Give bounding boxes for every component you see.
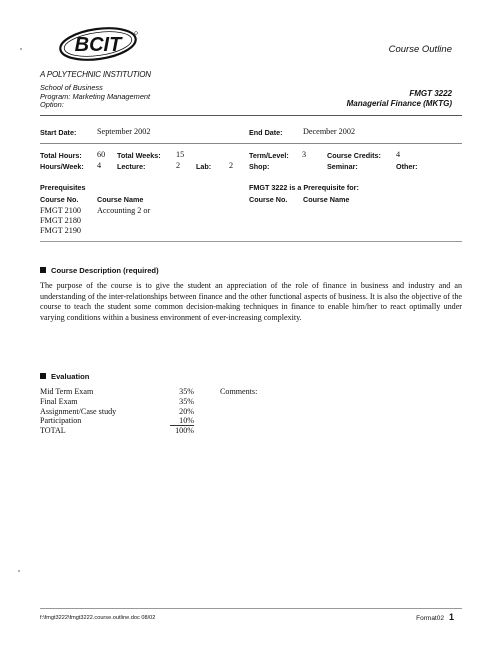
evaluation-item-name: Final Exam	[40, 396, 78, 406]
program-name: Program: Marketing Management	[40, 91, 151, 101]
lecture-label: Lecture:	[117, 162, 146, 171]
evaluation-total-label: TOTAL	[40, 426, 66, 436]
hours-week-label: Hours/Week:	[40, 162, 84, 171]
course-code: FMGT 3222	[409, 89, 452, 98]
footer-form-info	[416, 612, 454, 622]
shop-label: Shop:	[249, 162, 270, 171]
evaluation-heading-text: Evaluation	[51, 372, 90, 381]
prereq-course-no: FMGT 2180	[40, 216, 82, 225]
school-block	[40, 84, 150, 110]
evaluation-total-value: 100%	[175, 426, 194, 436]
end-date-label: End Date:	[249, 128, 283, 137]
seminar-label: Seminar:	[327, 162, 358, 171]
start-date-label: Start Date:	[40, 128, 77, 137]
schedule-divider	[40, 143, 462, 144]
prereq-course-no: FMGT 2100	[40, 206, 82, 215]
prereq-col-course-name: Course Name	[97, 195, 144, 204]
comments-label: Comments:	[220, 387, 258, 396]
start-date-value: September 2002	[97, 127, 151, 136]
footer-form-id: Format02	[416, 615, 444, 622]
square-bullet-icon	[40, 373, 46, 379]
evaluation-item-name: Mid Term Exam	[40, 387, 94, 396]
end-date-value: December 2002	[303, 127, 356, 136]
footer-file-path: f:\fmgt3222\fmgt3222.course.outline.doc 08/02	[40, 615, 156, 621]
term-level-value: 3	[302, 150, 307, 159]
total-hours-label: Total Hours:	[40, 151, 82, 160]
header-divider	[40, 115, 462, 116]
scan-speck	[20, 48, 22, 50]
course-description-text: The purpose of the course is to give the student an appreciation of the role of finance in business and industry and an understanding of the inter-relationships between finance and the other functional aspects of business. It is also the objective of the course to teach the student some common decision-making techniques in finance to enable him/her to react optimally under varying conditions within a business environment of ever-increasing complexity.	[40, 281, 462, 323]
prereq-col-course-no: Course No.	[40, 195, 79, 204]
evaluation-item-value: 20%	[179, 406, 194, 416]
course-credits-label: Course Credits:	[327, 151, 381, 160]
logo-text: BCIT	[74, 34, 122, 56]
school-name: School of Business	[40, 83, 103, 92]
lab-value: 2	[229, 161, 234, 170]
bcit-logo	[56, 24, 140, 64]
document-type: Course Outline	[388, 44, 452, 55]
evaluation-item-name: Assignment/Case study	[40, 406, 117, 416]
tagline: A POLYTECHNIC INSTITUTION	[40, 70, 151, 79]
course-description-heading-text: Course Description (required)	[51, 266, 159, 275]
total-weeks-label: Total Weeks:	[117, 151, 161, 160]
prereq-for-col-course-no: Course No.	[249, 195, 288, 204]
evaluation-item-value: 35%	[179, 387, 194, 396]
evaluation-item-name: Participation	[40, 416, 82, 426]
total-hours-value: 60	[97, 150, 106, 159]
prereq-for-col-course-name: Course Name	[303, 195, 350, 204]
total-weeks-value: 15	[176, 150, 185, 159]
prerequisites-heading: Prerequisites	[40, 183, 86, 192]
option-label: Option:	[40, 100, 64, 110]
prereq-for-heading: FMGT 3222 is a Prerequisite for:	[249, 183, 359, 192]
evaluation-heading	[40, 372, 89, 381]
term-level-label: Term/Level:	[249, 151, 289, 160]
prereq-course-name: Accounting 2 or	[97, 206, 151, 215]
footer-divider	[40, 608, 462, 609]
scan-speck	[18, 570, 20, 572]
page-number: 1	[448, 612, 454, 622]
prereq-course-no: FMGT 2190	[40, 226, 82, 235]
prereq-divider	[40, 241, 462, 242]
course-credits-value: 4	[396, 150, 401, 159]
course-title: Managerial Finance (MKTG)	[346, 99, 452, 108]
square-bullet-icon	[40, 267, 46, 273]
lab-label: Lab:	[196, 162, 212, 171]
hours-week-value: 4	[97, 161, 102, 170]
evaluation-item-value: 35%	[179, 396, 194, 406]
course-description-heading	[40, 266, 159, 275]
evaluation-item-value: 10%	[170, 416, 194, 426]
other-label: Other:	[396, 162, 418, 171]
lecture-value: 2	[176, 161, 181, 170]
